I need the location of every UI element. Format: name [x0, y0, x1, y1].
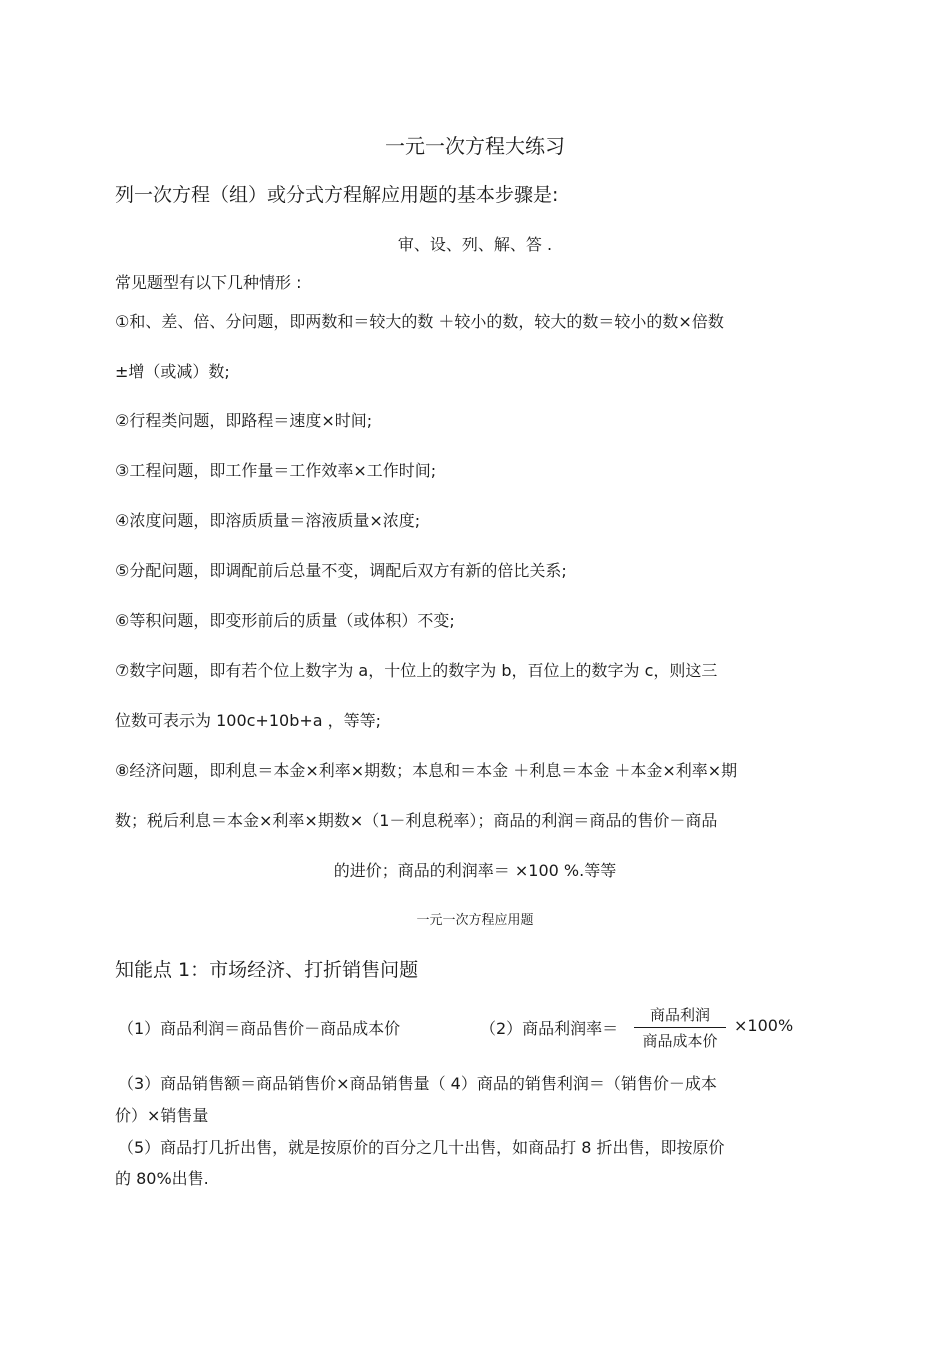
item-7: ⑦数字问题，即有若个位上数字为 a，十位上的数字为 b，百位上的数字为 c，则这三: [115, 661, 718, 680]
item-8-end: 的进价；商品的利润率＝ ×100 %.等等: [333, 861, 617, 880]
formula-2-fraction: [634, 1004, 726, 1051]
item-1: ①和、差、倍、分问题，即两数和＝较大的数 ＋较小的数，较大的数＝较小的数×倍数: [115, 312, 724, 331]
section-subtitle: 一元一次方程应用题: [416, 913, 534, 928]
item-5: ⑤分配问题，即调配前后总量不变，调配后双方有新的倍比关系;: [115, 561, 567, 580]
formula-5-cont: 的 80%出售.: [115, 1169, 209, 1188]
section-heading: 知能点 1：市场经济、打折销售问题: [115, 959, 419, 981]
steps-heading: 列一次方程（组）或分式方程解应用题的基本步骤是:: [115, 184, 559, 206]
fraction-denominator: 商品成本价: [642, 1032, 718, 1050]
steps-line: 审、设、列、解、答 .: [397, 235, 553, 254]
item-7-cont: 位数可表示为 100c+10b+a ，等等;: [115, 711, 382, 730]
item-3: ③工程问题，即工作量＝工作效率×工作时间;: [115, 461, 437, 480]
fraction-numerator: 商品利润: [634, 1004, 726, 1028]
intro-text: 常见题型有以下几种情形 :: [115, 273, 302, 292]
formula-5: （5）商品打几折出售，就是按原价的百分之几十出售，如商品打 8 折出售，即按原价: [118, 1138, 725, 1157]
item-4: ④浓度问题，即溶质质量＝溶液质量×浓度;: [115, 511, 421, 530]
formula-1: （1）商品利润＝商品售价－商品成本价: [118, 1019, 401, 1038]
formula-3-cont: 价）×销售量: [115, 1106, 209, 1125]
item-8-cont: 数；税后利息＝本金×利率×期数×（1－利息税率）；商品的利润＝商品的售价－商品: [115, 811, 718, 830]
page-title: 一元一次方程大练习: [385, 134, 565, 158]
item-6: ⑥等积问题，即变形前后的质量（或体积）不变;: [115, 611, 455, 630]
formula-2-prefix: （2）商品利润率＝: [480, 1019, 619, 1038]
item-1-cont: ±增（或减）数;: [115, 362, 230, 381]
item-8: ⑧经济问题，即利息＝本金×利率×期数；本息和＝本金 ＋利息＝本金 ＋本金×利率×期: [115, 761, 738, 780]
formula-3: （3）商品销售额＝商品销售价×商品销售量（ 4）商品的销售利润＝（销售价－成本: [118, 1074, 717, 1093]
formula-2-suffix: ×100%: [734, 1016, 794, 1035]
item-2: ②行程类问题，即路程＝速度×时间;: [115, 411, 373, 430]
